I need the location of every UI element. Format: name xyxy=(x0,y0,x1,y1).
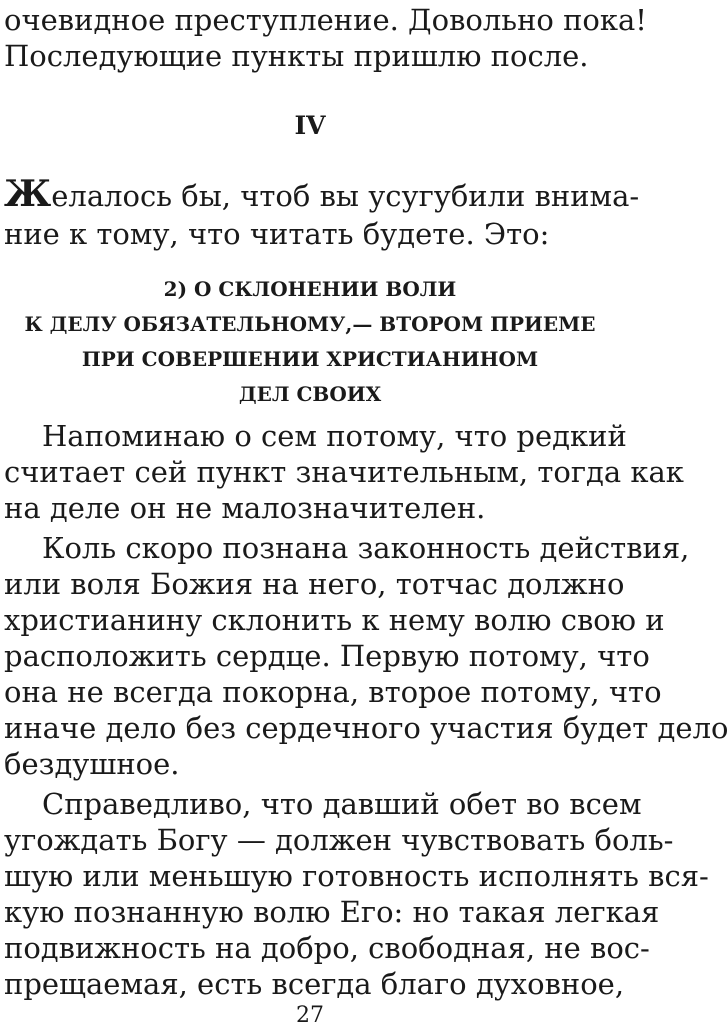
text-line: или воля Божия на него, тотчас должно xyxy=(4,567,625,601)
heading-line: ДЕЛ СВОИХ xyxy=(238,382,382,406)
heading-line: ПРИ СОВЕРШЕНИИ ХРИСТИАНИНОМ xyxy=(81,347,539,371)
text-line: Коль скоро познана законность действия, xyxy=(42,531,690,565)
text-line: Справедливо, что давший обет во всем xyxy=(42,787,642,821)
text-line: Напоминаю о сем потому, что редкий xyxy=(42,419,627,453)
text-line: Последующие пункты пришлю после. xyxy=(4,39,589,73)
heading-line: К ДЕЛУ ОБЯЗАТЕЛЬНОМУ,— ВТОРОМ ПРИЕМЕ xyxy=(24,312,596,336)
text-line-rest: елалось бы, чтоб вы усугубили внима- xyxy=(51,179,640,213)
heading-line: 2) О СКЛОНЕНИИ ВОЛИ xyxy=(163,277,457,301)
text-line: она не всегда покорна, второе потому, что xyxy=(4,675,662,709)
text-line: бездушное. xyxy=(4,747,180,781)
text-line: прещаемая, есть всегда благо духовное, xyxy=(4,967,625,1001)
drop-cap: Ж xyxy=(4,173,52,215)
text-line xyxy=(4,173,640,215)
text-line: на деле он не малозначителен. xyxy=(4,491,486,525)
text-line: очевидное преступление. Довольно пока! xyxy=(4,3,647,37)
text-line: подвижность на добро, свободная, не вос- xyxy=(4,931,650,965)
text-line: христианину склонить к нему волю свою и xyxy=(4,603,665,637)
text-line: ние к тому, что читать будете. Это: xyxy=(4,217,550,251)
text-line: расположить сердце. Первую потому, что xyxy=(4,639,650,673)
text-line: угождать Богу — должен чувствовать боль- xyxy=(4,823,674,857)
text-line: шую или меньшую готовность исполнять вся- xyxy=(4,859,709,893)
text-line: считает сей пункт значительным, тогда как xyxy=(4,455,684,489)
page-number: 27 xyxy=(296,1003,324,1028)
section-number: IV xyxy=(294,111,326,140)
text-line: иначе дело без сердечного участия будет дело xyxy=(4,711,728,745)
text-line: кую познанную волю Его: но такая легкая xyxy=(4,895,660,929)
